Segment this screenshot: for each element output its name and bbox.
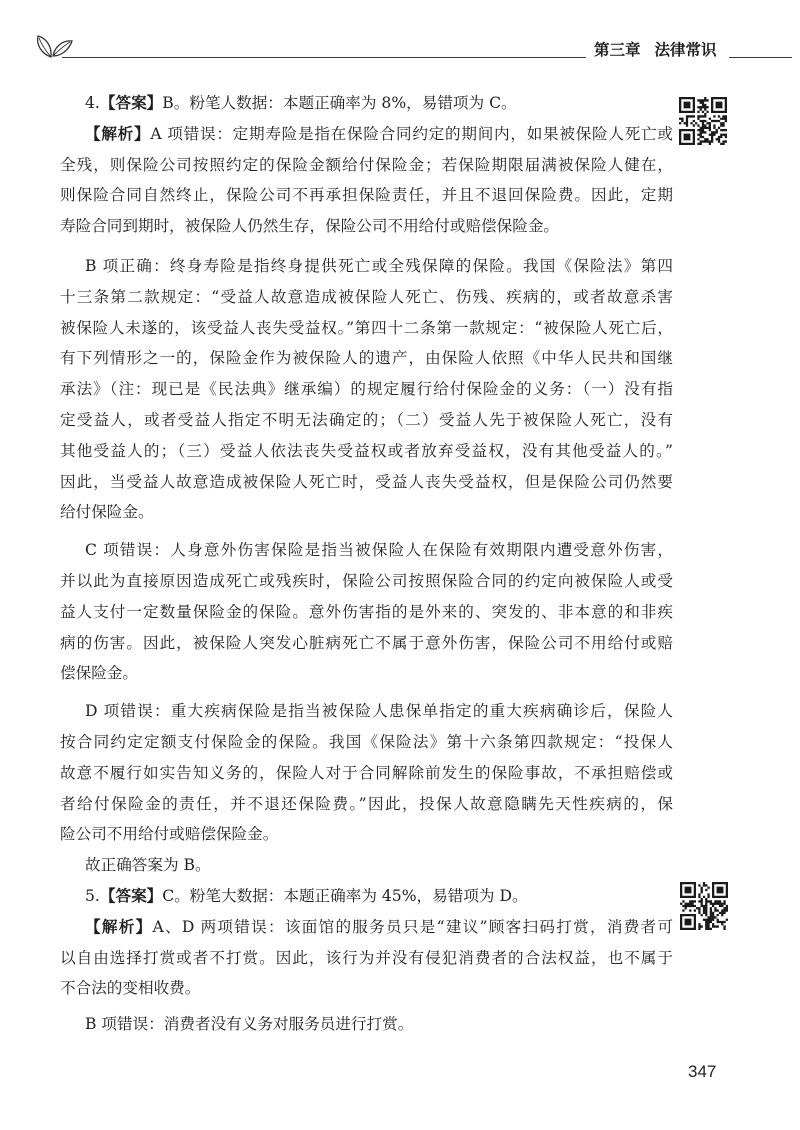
text-line: 故意不履行如实告知义务的，保险人对于合同解除前发生的保险事故，不承担赔偿或 (60, 763, 673, 782)
running-header (594, 41, 717, 59)
q4-analysis-option-b (60, 251, 673, 528)
q4-conclusion (60, 850, 673, 881)
text-line: C 项错误：人身意外伤害保险是指当被保险人在保险有效期限内遭受意外伤害， (85, 541, 673, 560)
text-line: 寿险合同到期时，被保险人仍然生存，保险公司不用给付或赔偿保险金。 (60, 217, 560, 236)
text-line: 被保险人未遂的，该受益人丧失受益权。”第四十二条第一款规定：“被保险人死亡后， (60, 318, 673, 337)
text-line: 故正确答案为 B。 (85, 856, 211, 875)
analysis-text: A 项错误：定期寿险是指在保险合同约定的期间内，如果被保险人死亡或 (150, 124, 673, 143)
text-line: D 项错误：重大疾病保险是指当被保险人患保单指定的重大疾病确诊后，保险人 (85, 702, 673, 721)
text-line (60, 912, 673, 943)
text-line: 十三条第二款规定：“受益人故意造成被保险人死亡、伤残、疾病的，或者故意杀害 (60, 287, 673, 306)
page-number: 347 (688, 1062, 717, 1081)
q4-analysis-option-a (60, 119, 673, 242)
text-line: 因此，当受益人故意造成被保险人死亡时，受益人丧失受益权，但是保险公司仍然要 (60, 472, 673, 491)
text-line: 全残，则保险公司按照约定的保险金额给付保险金；若保险期限届满被保险人健在， (60, 155, 673, 174)
text-line: 者给付保险金的责任，并不退还保险费。”因此，投保人故意隐瞒先天性疾病的，保 (60, 794, 673, 813)
qr-code-icon (680, 882, 728, 930)
answer-text: C。粉笔大数据：本题正确率为 45%，易错项为 D。 (162, 886, 528, 905)
text-line: 并以此为直接原因造成死亡或残疾时，保险公司按照保险合同的约定向被保险人或受 (60, 571, 673, 590)
text-line (60, 881, 673, 912)
qr-code-icon (679, 97, 727, 145)
text-line: 病的伤害。因此，被保险人突发心脏病死亡不属于意外伤害，保险公司不用给付或赔 (60, 633, 673, 652)
header-rule-right (729, 57, 792, 58)
q4-answer (60, 88, 673, 119)
question-number: 5. (85, 886, 100, 905)
text-line: 则保险合同自然终止，保险公司不再承担保险责任，并且不退回保险费。因此，定期 (60, 186, 673, 205)
text-line: B 项正确：终身寿险是指终身提供死亡或全残保障的保险。我国《保险法》第四 (85, 256, 673, 275)
text-line: B 项错误：消费者没有义务对服务员进行打赏。 (85, 1015, 414, 1034)
question-number: 4. (85, 94, 100, 112)
q4-analysis-option-c (60, 535, 673, 689)
q4-analysis-option-d (60, 696, 673, 850)
q5-analysis-option-ad (60, 912, 673, 1004)
text-line: 按合同约定定额支付保险金的保险。我国《保险法》第十六条第四款规定：“投保人 (60, 732, 673, 751)
text-line: 给付保险金。 (60, 503, 154, 522)
sprout-icon (34, 31, 74, 59)
answer-label: 【答案】 (99, 885, 163, 905)
page-body (60, 88, 673, 1040)
text-line: 险公司不用给付或赔偿保险金。 (60, 825, 279, 844)
text-line: 益人支付一定数量保险金的保险。意外伤害指的是外来的、突发的、非本意的和非疾 (60, 602, 673, 621)
analysis-text: A、D 两项错误：该面馆的服务员只是“建议”顾客扫码打赏，消费者可 (152, 917, 673, 936)
text-line (60, 119, 673, 150)
header-rule-left (62, 57, 586, 58)
analysis-label: 【解析】 (85, 916, 153, 936)
answer-text: B。粉笔人数据：本题正确率为 8%，易错项为 C。 (162, 94, 517, 112)
text-line: 定受益人，或者受益人指定不明无法确定的；（二）受益人先于被保险人死亡，没有 (60, 410, 673, 429)
text-line (60, 88, 673, 119)
text-line: 偿保险金。 (60, 664, 138, 683)
text-line: 其他受益人的；（三）受益人依法丧失受益权或者放弃受益权，没有其他受益人的。” (60, 441, 673, 460)
qr-modules (679, 97, 727, 145)
q5-analysis-option-b (60, 1009, 673, 1040)
q5-answer (60, 881, 673, 912)
text-line: 不合法的变相收费。 (60, 979, 201, 998)
analysis-label: 【解析】 (85, 123, 151, 143)
chapter-number: 第三章 (594, 41, 641, 59)
text-line: 以自由选择打赏或者不打赏。因此，该行为并没有侵犯消费者的合法权益，也不属于 (60, 948, 673, 967)
text-line: 有下列情形之一的，保险金作为被保险人的遗产，由保险人依照《中华人民共和国继 (60, 349, 673, 368)
answer-label: 【答案】 (99, 93, 163, 112)
chapter-title: 法律常识 (654, 41, 717, 59)
text-line: 承法》（注：现已是《民法典》继承编）的规定履行给付保险金的义务：（一）没有指 (60, 380, 673, 399)
